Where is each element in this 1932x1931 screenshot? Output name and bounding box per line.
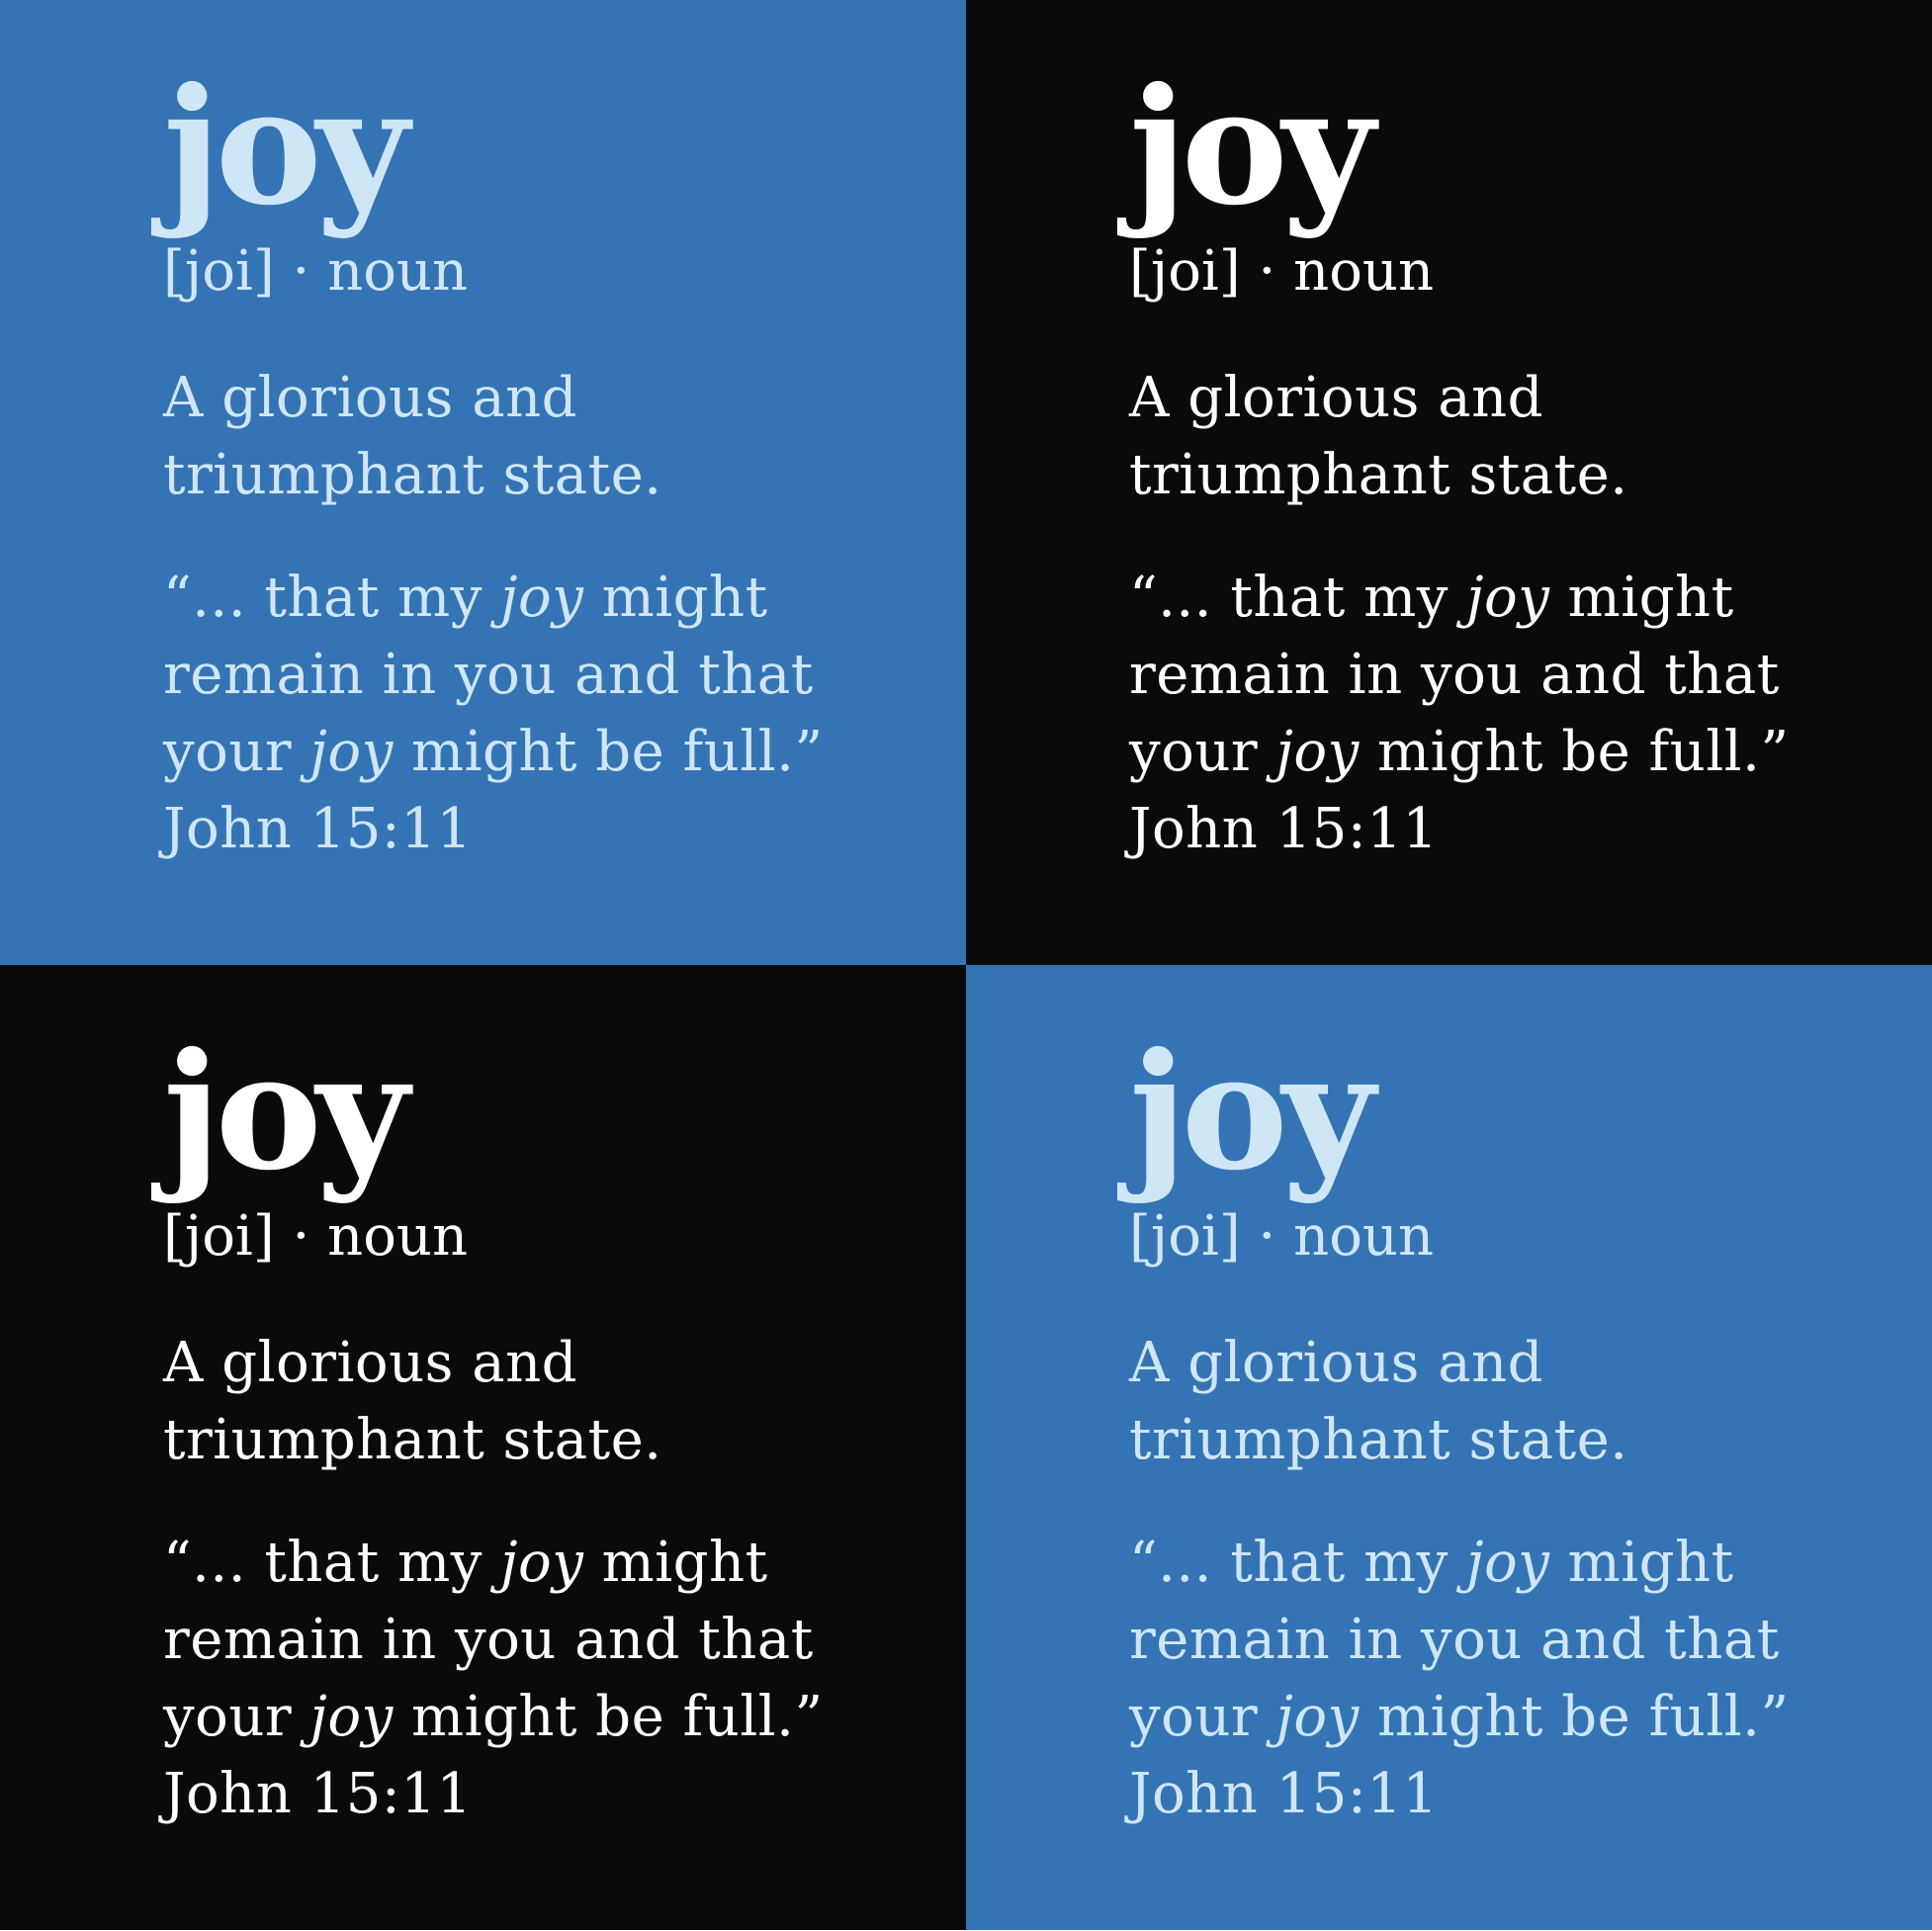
part-of-speech: noun	[327, 239, 469, 304]
pronunciation-line	[1129, 241, 1841, 303]
pronunciation-line	[163, 1206, 875, 1268]
definition	[1129, 360, 1841, 514]
scripture-reference: John 15:11	[163, 796, 473, 861]
quote-emphasis: joy	[500, 565, 584, 630]
part-of-speech: noun	[1293, 1204, 1435, 1269]
quote-text: “... that my	[1129, 565, 1467, 630]
definition	[1129, 1325, 1841, 1479]
quote-emphasis: joy	[500, 1530, 584, 1595]
separator-dot: ·	[292, 1204, 310, 1269]
definition-line: triumphant state.	[1129, 1407, 1628, 1472]
quote-text: your	[1129, 1684, 1276, 1749]
scripture-reference: John 15:11	[1129, 796, 1439, 861]
quote-text: might be full.”	[393, 1684, 824, 1749]
separator-dot: ·	[1258, 1204, 1276, 1269]
definition-card-black-top-right	[966, 0, 1932, 965]
pronunciation: [joi]	[163, 1204, 275, 1269]
definition	[163, 360, 875, 514]
quote-line	[1129, 1679, 1841, 1756]
pronunciation-line	[1129, 1206, 1841, 1268]
pronunciation-line	[163, 241, 875, 303]
scripture-quote	[1129, 1525, 1841, 1833]
pronunciation: [joi]	[1129, 239, 1241, 304]
quote-line	[163, 714, 875, 791]
quote-text: “... that my	[163, 1530, 501, 1595]
card-content	[163, 1018, 875, 1833]
quote-line	[163, 560, 875, 637]
card-content	[1129, 53, 1841, 868]
headword: joy	[163, 1018, 403, 1206]
scripture-reference: John 15:11	[1129, 1761, 1439, 1826]
headword: joy	[163, 53, 403, 241]
headword: joy	[1129, 53, 1369, 241]
quote-emphasis: joy	[1466, 565, 1550, 630]
definition-line: triumphant state.	[163, 442, 662, 507]
quote-line	[163, 1525, 875, 1602]
quote-text: “... that my	[163, 565, 501, 630]
quote-emphasis: joy	[309, 1684, 394, 1749]
quote-emphasis: joy	[309, 719, 394, 784]
quote-text: your	[163, 719, 310, 784]
quote-text: might be full.”	[393, 719, 824, 784]
headword: joy	[1129, 1018, 1369, 1206]
definition	[163, 1325, 875, 1479]
definition-line: A glorious and	[163, 365, 578, 430]
scripture-reference: John 15:11	[163, 1761, 473, 1826]
part-of-speech: noun	[327, 1204, 469, 1269]
quote-text: your	[1129, 719, 1276, 784]
definition-card-black-bottom-left	[0, 965, 966, 1930]
quote-text: might be full.”	[1359, 719, 1790, 784]
quote-line: remain in you and that	[163, 1607, 814, 1672]
quote-emphasis: joy	[1466, 1530, 1550, 1595]
quote-line: remain in you and that	[1129, 642, 1780, 707]
quote-text: might be full.”	[1359, 1684, 1790, 1749]
separator-dot: ·	[292, 239, 310, 304]
card-content	[1129, 1018, 1841, 1833]
quote-text: your	[163, 1684, 310, 1749]
quote-text: might	[583, 1530, 768, 1595]
pronunciation: [joi]	[163, 239, 275, 304]
quote-line	[1129, 560, 1841, 637]
quote-line: remain in you and that	[163, 642, 814, 707]
quote-text: might	[1549, 1530, 1734, 1595]
definition-line: triumphant state.	[1129, 442, 1628, 507]
quote-line	[1129, 714, 1841, 791]
quote-line: remain in you and that	[1129, 1607, 1780, 1672]
definition-line: A glorious and	[1129, 365, 1544, 430]
scripture-quote	[163, 560, 875, 868]
quote-emphasis: joy	[1275, 1684, 1360, 1749]
quote-text: might	[1549, 565, 1734, 630]
quote-line	[163, 1679, 875, 1756]
quote-text: “... that my	[1129, 1530, 1467, 1595]
scripture-quote	[163, 1525, 875, 1833]
quote-line	[1129, 1525, 1841, 1602]
part-of-speech: noun	[1293, 239, 1435, 304]
pronunciation: [joi]	[1129, 1204, 1241, 1269]
quote-text: might	[583, 565, 768, 630]
definition-line: A glorious and	[1129, 1330, 1544, 1395]
definition-line: A glorious and	[163, 1330, 578, 1395]
scripture-quote	[1129, 560, 1841, 868]
separator-dot: ·	[1258, 239, 1276, 304]
quote-emphasis: joy	[1275, 719, 1360, 784]
definition-card-blue-bottom-right	[966, 965, 1932, 1930]
definition-line: triumphant state.	[163, 1407, 662, 1472]
card-content	[163, 53, 875, 868]
definition-card-blue-top-left	[0, 0, 966, 965]
